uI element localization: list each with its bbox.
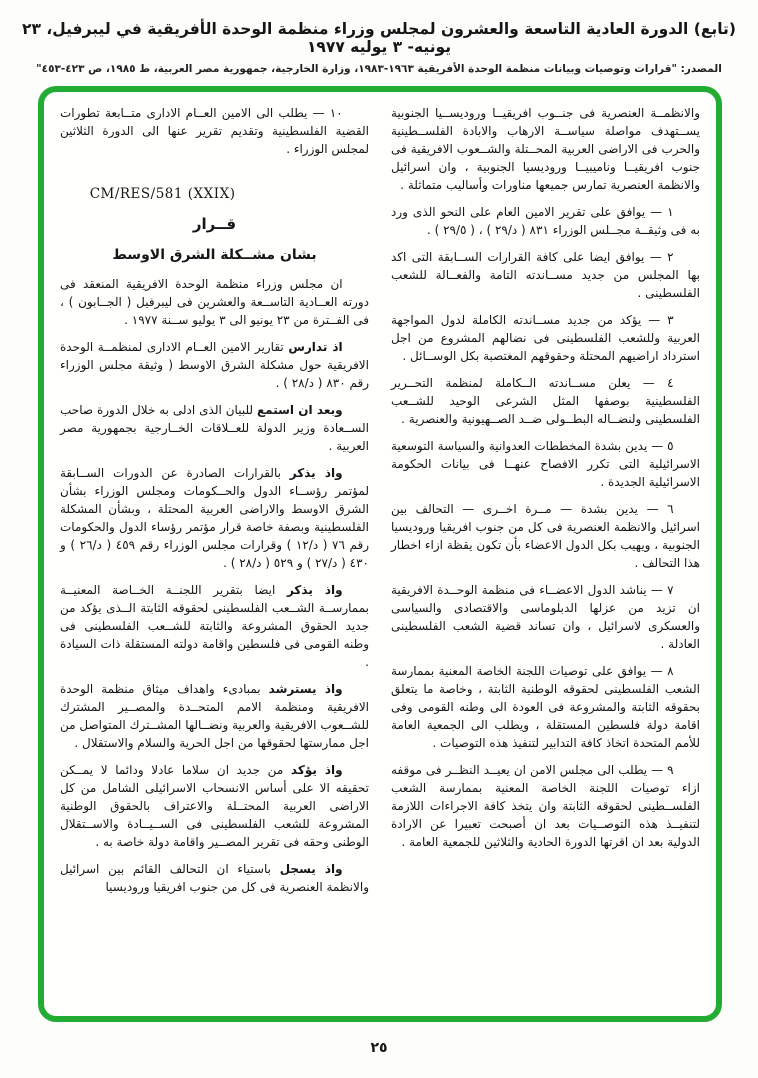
preamble-paragraph: ان مجلس وزراء منظمة الوحدة الافريقية المنعقد فى دورته العــادية التاســعة والعشرين فى ليبرفيل ( الجــابون ) ، فى الفــترة من ٢٣ يونيو الى ٣ يوليو ســنة ١٩٧٧ . [60, 276, 369, 327]
preamble-text: من جديد ان سلاما عادلا ودائما لا يمــكن تحقيقه الا على أساس الانسحاب الاسرائيلى الشامل من كل الاراضى العربية المحتــلة والاعتراف بالحقوق الوطنية المشروعة للشعب الفلسطينى فى الســيــادة والاســتقلال الوطنى وحقه فى تقرير المصــير واقامة دولة خاصة به . [60, 762, 369, 849]
preamble-paragraph [60, 338, 369, 392]
page-number: ٢٥ [370, 1040, 388, 1056]
preamble-paragraph [60, 860, 369, 896]
column-left [60, 104, 369, 1006]
preamble-paragraph [60, 464, 369, 572]
page-header [0, 0, 758, 75]
preamble-text: باستياء ان التحالف القائم بين اسرائيل والانظمة العنصرية فى كل من جنوب افريقيا وروديسيا [60, 861, 369, 894]
preamble-paragraph [60, 680, 369, 752]
resolution-title: قــرار [192, 215, 237, 234]
resolution-subtitle: بشان مشــكلة الشرق الاوسط [112, 246, 317, 263]
preamble-lead: واذ يؤكد [290, 762, 343, 777]
resolution-item-6: ٦ — يدين بشدة — مــرة اخــرى — التحالف بين اسرائيل والانظمة العنصرية فى كل من جنوب افريقيا وروديسيا الجنوبية ، ويهيب بكل الدول الاعضاء بأن تكون يقظة ازاء اخطار هذا التحالف . [391, 502, 700, 570]
resolution-reference: CM/RES/581 (XXIX) [89, 186, 236, 202]
preamble-lead: اذ تدارس [288, 339, 343, 354]
preamble-lead: واذ يسجل [279, 861, 343, 876]
resolution-item-2: ٢ — يوافق ايضا على كافة القرارات الســابقة التى اكد بها المجلس من جديد مســاندته التامة والفعــالة للشعب الفلسطينى . [391, 250, 700, 300]
resolution-item-5: ٥ — يدين بشدة المخططات العدوانية والسياسة التوسعية الاسرائيلية التى تكرر الافصاح عنهــا فى بيانات الحكومة الاسرائيلية الجديدة . [391, 439, 700, 489]
preamble-lead: واذ يذكر [286, 582, 343, 597]
green-border-frame [38, 86, 722, 1022]
preamble-paragraph [60, 581, 369, 671]
preamble-text: بمبادىء واهداف ميثاق منظمة الوحدة الافريقية ومنظمة الامم المتحــدة والمصــير المشترك للشــعوب الافريقية والعربية ونضــالها المشــترك المتواصل من اجل ممارستها لحقوقها من اجل الحرية والسلام والاستقلال . [60, 681, 369, 750]
resolution-item-3: ٣ — يؤكد من جديد مســاندته الكاملة لدول المواجهة العربية وللشعب الفلسطينى فى نضالهم المشروع من اجل استرداد اراضيهم المحتلة وحقوقهم المغتصبة بكل الوســائل . [391, 313, 700, 363]
header-source-citation: المصدر: "قرارات وتوصيات وبيانات منظمة الوحدة الأفريقية ١٩٦٣-١٩٨٣، وزارة الخارجية، جمهورية مصر العربية، ط ١٩٨٥، ص ٤٢٣-٤٥٣" [36, 63, 722, 75]
preamble-lead: واذ يذكر [289, 465, 343, 480]
preamble-lead: وبعد ان استمع [256, 402, 343, 417]
preamble-text: للبيان الذى ادلى به خلال الدورة صاحب الســعادة وزير الدولة للعــلاقات الخــارجية بجمهورية مصر العربية . [60, 402, 369, 453]
resolution-item-1: ١ — يوافق على تقرير الامين العام على النحو الذى ورد به فى وثيقــة مجــلس الوزراء ٨٣١ ( د/٢٩ ) ، ( ٢٩/٥ ) . [391, 205, 700, 237]
continuation-paragraph: والانظمــة العنصرية فى جنــوب افريقيــا وروديســيا الجنوبية يســتهدف مواصلة سياســة الارهاب والابادة الفلســطينية والحرب فى الاراضى العربية المحــتلة والشــعوب الافريقية فى جنوب افريقيــا وناميبيــا وروديسيا الجنوبية ، وان اسرائيل والانظمة العنصرية تمارس جميعها مناورات وأساليب متماثلة . [391, 106, 700, 192]
resolution-item-7: ٧ — يناشد الدول الاعضــاء فى منظمة الوحــدة الافريقية ان تزيد من عزلها الدبلوماسى والاقتصادى والسياسى والعسكرى لاسرائيل ، وان تساند قضية الشعب الفلسطينى العادلة . [391, 583, 700, 651]
previous-resolution-item-10: ١٠ — يطلب الى الامين العــام الادارى متــابعة تطورات القضية الفلسطينية وتقديم تقرير عنها الى الدورة الثلاثين لمجلس الوزراء . [60, 106, 369, 156]
preamble-text: ايضا بتقرير اللجنــة الخــاصة المعنيــة بممارســة الشــعب الفلسطينى لحقوقه الثابتة الــذى يؤكد من جديد الحقوق المشروعة والثابتة للشــعب الفلسطينى فى وطنه القومى فى فلسطين واقامة دولته المستقلة ذات السيادة . [60, 582, 369, 669]
resolution-item-9: ٩ — يطلب الى مجلس الامن ان يعيــد النظــر فى موقفه ازاء توصيات اللجنة الخاصة المعنية بممارسة الشعب الفلســطينى لحقوقه الثابتة وان يتخذ كافة الاجراءات اللازمة لتنفيــذ هذه التوصــيات بعد ان أصبحت تعبيرا عن الارادة الدولية بعد ان اقرتها الدورة الحادية والثلاثين للجمعية العامة . [391, 763, 700, 849]
preamble-text: بالقرارات الصادرة عن الدورات الســابقة لمؤتمر رؤســاء الدول والحــكومات ومجلس الوزراء بشأن الشرق الاوسط والاراضى العربية المحتلة ، وبشأن المشكلة الفلسطينية وبصفة خاصة قرار مؤتمر رؤساء الدول والحكومات رقم ٧٦ ( د/١٢ ) وقرارات مجلس الوزراء رقم ٤٥٩ ( د/٢٦ ) و ٤٣٠ ( د/٢٧ ) و ٥٢٩ ( د/٢٨ ) . [60, 465, 370, 570]
column-right [391, 104, 700, 1006]
preamble-lead: واذ يسترشد [268, 681, 343, 696]
preamble-text: تقارير الامين العــام الادارى لمنظمــة الوحدة الافريقية حول مشكلة الشرق الاوسط ( وثيقة مجلس الوزراء رقم ٨٣٠ ( د/٢٨ ) . [60, 339, 369, 390]
resolution-item-8: ٨ — يوافق على توصيات اللجنة الخاصة المعنية بممارسة الشعب الفلسطينى لحقوقه الوطنية الثابتة ، وخاصة ما يتعلق بحقوقه الثابتة والمشروعة فى العودة الى وطنه القومى وفى اقامة دولة فلسطين المستقلة ، ويطلب الى الجمعية العامة للأمم المتحدة اتخاذ كافة التدابير لتنفيذ هذه التوصيات . [391, 664, 700, 750]
resolution-item-4: ٤ — يعلن مســاندته الــكاملة لمنظمة التحــرير الفلسطينية بوصفها المثل الشرعى الوحيد للشــعب الفلسطينى ولنضــاله البطــولى ضــد الصــهيونية والعنصرية . [391, 376, 700, 426]
two-column-layout [60, 104, 700, 1006]
preamble-paragraph [60, 401, 369, 455]
header-title: (تابع) الدورة العادية التاسعة والعشرون لمجلس وزراء منظمة الوحدة الأفريقية في ليبرفيل، ٢٣ يونيه- ٣ يوليه ١٩٧٧ [22, 20, 736, 56]
preamble-paragraph [60, 761, 369, 851]
